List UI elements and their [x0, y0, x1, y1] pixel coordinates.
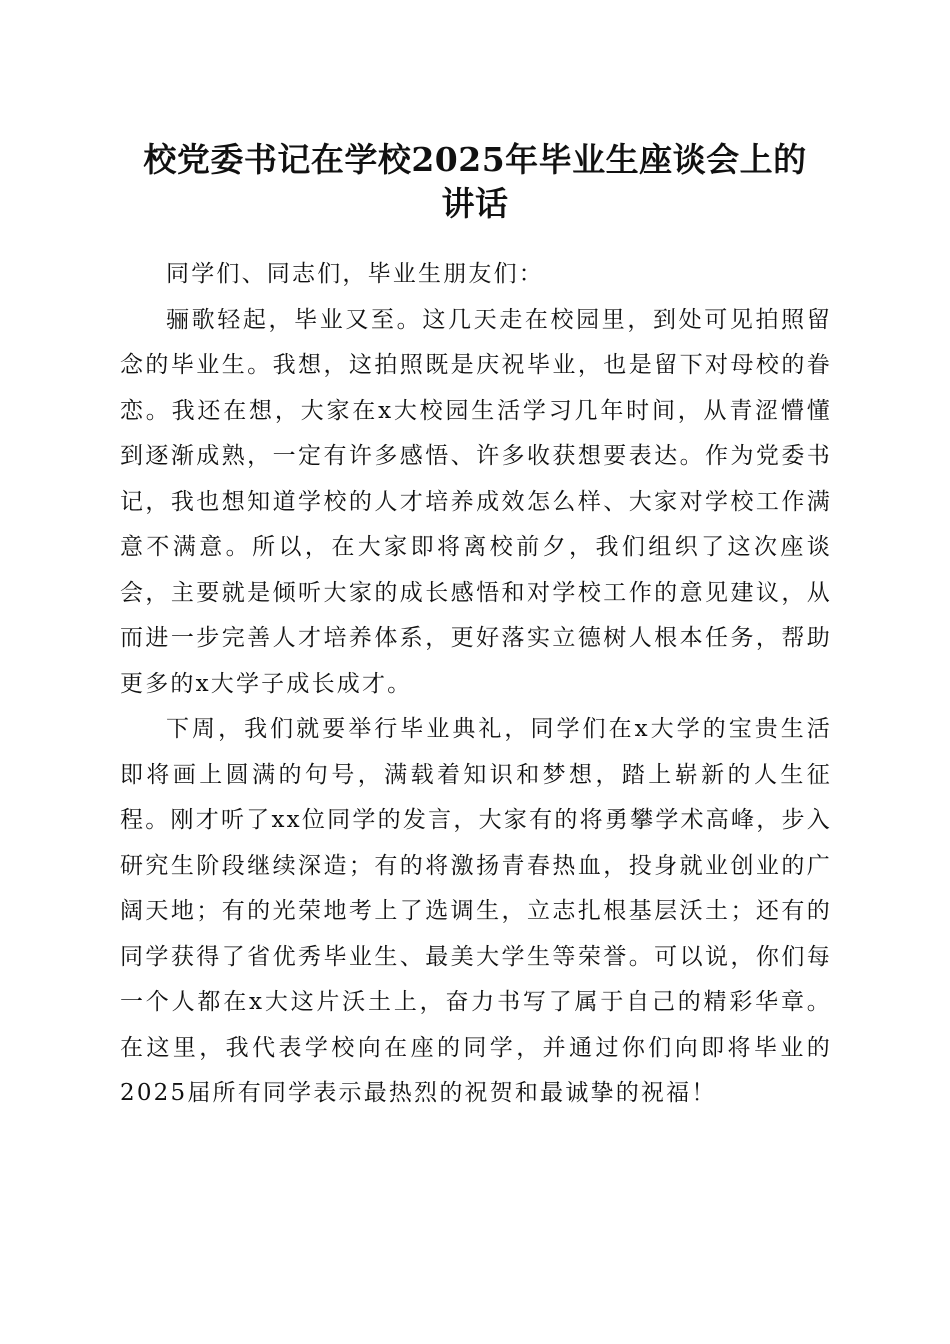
title-line-2: 讲话 [441, 184, 509, 223]
document-body [120, 252, 832, 1117]
paragraph-2: 下周，我们就要举行毕业典礼，同学们在x大学的宝贵生活即将画上圆满的句号，满载着知识和梦想，踏上崭新的人生征程。刚才听了xx位同学的发言，大家有的将勇攀学术高峰，步入研究生阶段继续深造；有的将激扬青春热血，投身就业创业的广阔天地；有的光荣地考上了选调生，立志扎根基层沃土；还有的同学获得了省优秀毕业生、最美大学生等荣誉。可以说，你们每一个人都在x大这片沃土上，奋力书写了属于自己的精彩华章。在这里，我代表学校向在座的同学，并通过你们向即将毕业的2025届所有同学表示最热烈的祝贺和最诚挚的祝福！ [120, 716, 832, 1106]
title-line-1: 校党委书记在学校2025年毕业生座谈会上的 [143, 140, 807, 179]
salutation: 同学们、同志们，毕业生朋友们： [166, 261, 544, 287]
paragraph-1: 骊歌轻起，毕业又至。这几天走在校园里，到处可见拍照留念的毕业生。我想，这拍照既是庆祝毕业，也是留下对母校的眷恋。我还在想，大家在x大校园生活学习几年时间，从青涩懵懂到逐渐成熟，一定有许多感悟、许多收获想要表达。作为党委书记，我也想知道学校的人才培养成效怎么样、大家对学校工作满意不满意。所以，在大家即将离校前夕，我们组织了这次座谈会，主要就是倾听大家的成长感悟和对学校工作的意见建议，从而进一步完善人才培养体系，更好落实立德树人根本任务，帮助更多的x大学子成长成才。 [120, 306, 832, 697]
document-title [110, 138, 840, 226]
